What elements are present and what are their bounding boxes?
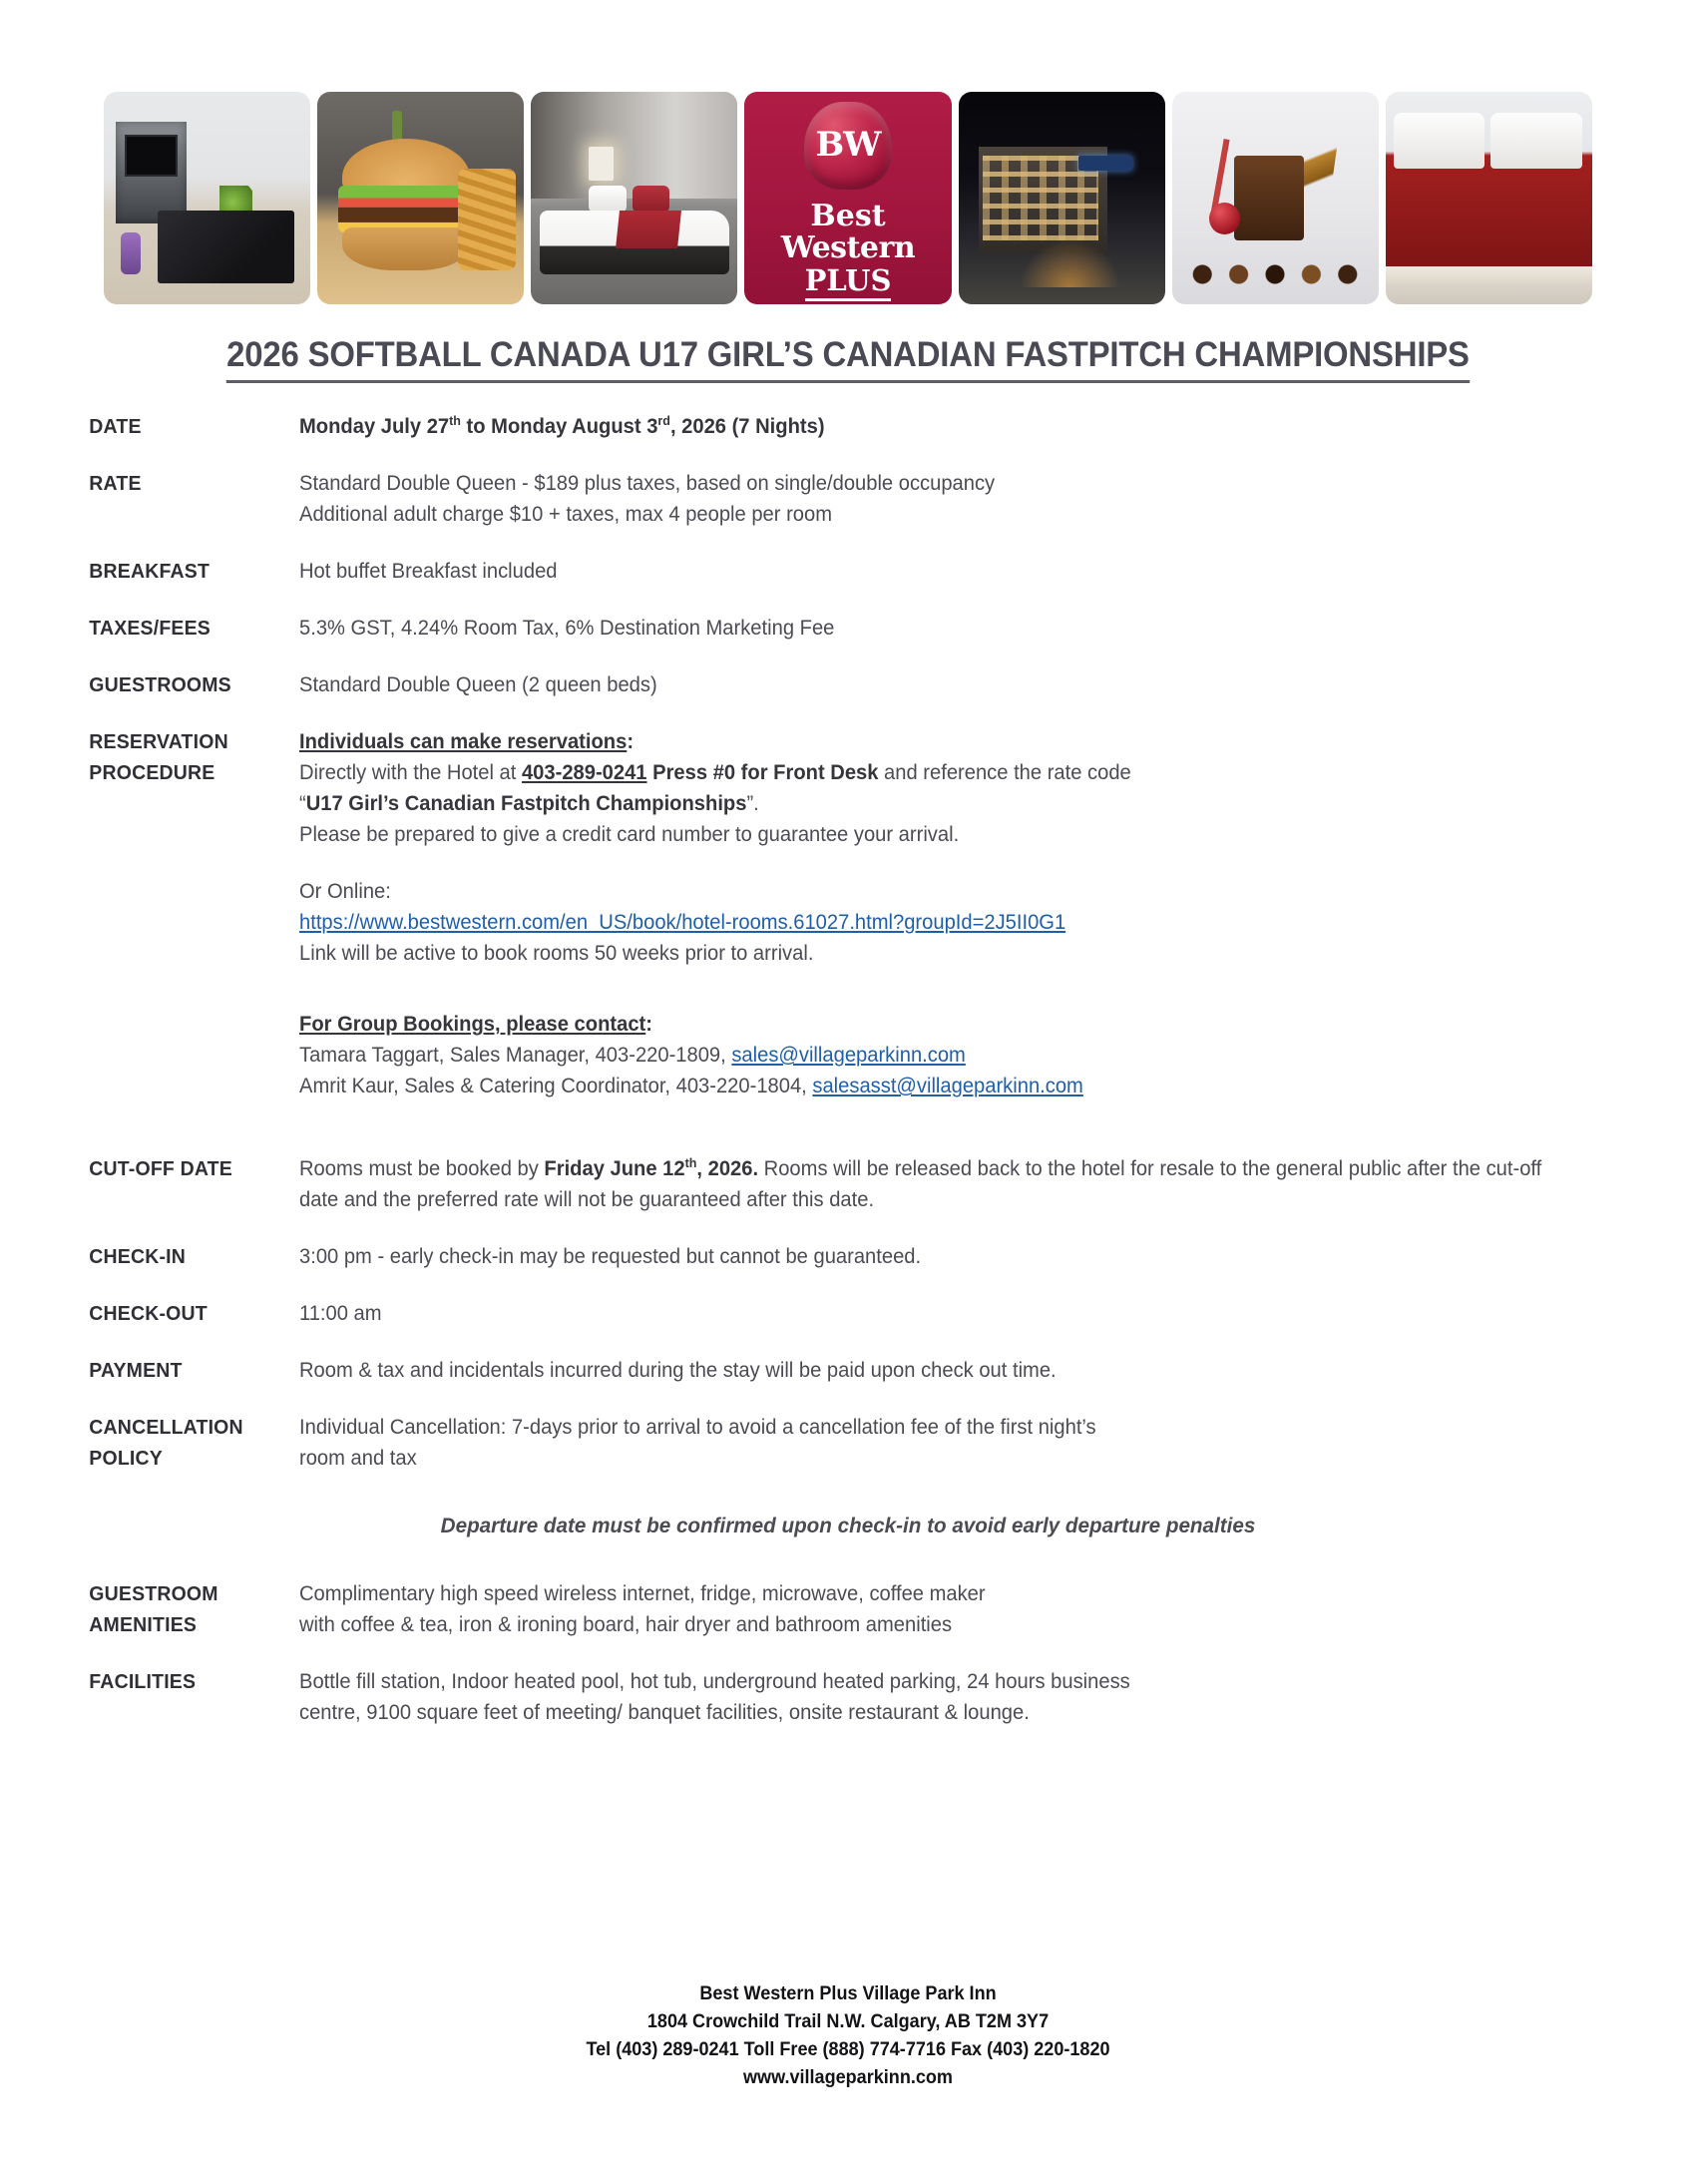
rate-line-1: Standard Double Queen - $189 plus taxes, based on single/double occupancy — [299, 472, 996, 495]
row-cut-off-date — [0, 1153, 1696, 1215]
direct-pre: Directly with the Hotel at — [299, 761, 522, 784]
footer-website: www.villageparkinn.com — [743, 2067, 953, 2088]
gap — [0, 1329, 1696, 1355]
reservation-rate-code-line — [299, 788, 1544, 819]
reservation-heading-colon: : — [627, 730, 635, 753]
value-facilities — [299, 1666, 1640, 1728]
amenities-line-2: with coffee & tea, iron & ironing board, hair dryer and bathroom amenities — [299, 1613, 953, 1636]
code-close-quote: ”. — [746, 792, 759, 815]
entrance-glow-shape — [1021, 240, 1119, 287]
cutoff-pre: Rooms must be booked by — [299, 1157, 545, 1180]
best-western-plus-logo — [744, 92, 951, 304]
footer-hotel-name: Best Western Plus Village Park Inn — [699, 1983, 997, 2004]
label-guestrooms: GUESTROOMS — [89, 673, 231, 696]
cutoff-post: Rooms will be released back to the hotel for resale to the general public after the cut-off date and the preferred rate will not be guaranteed after this date. — [299, 1157, 1542, 1211]
tv-shape — [125, 135, 179, 177]
group-bookings-heading-colon: : — [645, 1013, 652, 1036]
or-online-label: Or Online: — [299, 880, 391, 903]
link-activation-note: Link will be active to book rooms 50 weeks prior to arrival. — [299, 942, 814, 965]
contact-row-tamara — [299, 1040, 1544, 1071]
logo-line-western: Western — [780, 229, 916, 265]
contact-amrit-email-link[interactable]: salesasst@villageparkinn.com — [812, 1075, 1083, 1097]
group-bookings-heading — [299, 1009, 1544, 1040]
cherry-shape — [1209, 203, 1240, 234]
label-rate: RATE — [89, 472, 142, 495]
row-rate — [0, 468, 1696, 530]
value-cancellation-policy — [299, 1412, 1640, 1474]
label-cancellation-policy — [0, 1412, 284, 1474]
reservation-heading — [299, 726, 1544, 757]
fries-shape — [458, 169, 516, 270]
label-guestroom-amenities — [0, 1578, 284, 1640]
label-taxes-fees: TAXES/FEES — [89, 617, 211, 640]
label-reservation-line-2: PROCEDURE — [89, 761, 215, 784]
date-mid: to Monday August 3 — [460, 415, 658, 438]
date-post: , 2026 (7 Nights) — [669, 415, 825, 438]
bed-runner-shape — [616, 211, 681, 248]
header-image-banner — [104, 92, 1592, 304]
gap — [0, 1215, 1696, 1241]
value-breakfast: Hot buffet Breakfast included — [299, 560, 558, 583]
gap — [0, 700, 1696, 726]
pillow-white-shape — [589, 186, 626, 214]
departure-date-note: Departure date must be confirmed upon check-in to avoid early departure penalties — [440, 1514, 1256, 1537]
pillow-right-shape — [1490, 113, 1581, 168]
group-bookings-heading-text: For Group Bookings, please contact — [299, 1013, 646, 1036]
direct-mid: Press #0 for Front Desk — [646, 761, 879, 784]
label-amenities-line-1: GUESTROOM — [89, 1582, 218, 1605]
row-check-out — [0, 1298, 1696, 1329]
row-cancellation-policy — [0, 1412, 1696, 1474]
label-cancellation-line-2: POLICY — [89, 1447, 163, 1470]
booking-url-line — [299, 907, 1544, 938]
label-check-in: CHECK-IN — [89, 1245, 187, 1268]
cutoff-bold-year: , 2026. — [696, 1157, 759, 1180]
burger-food-photo — [317, 92, 524, 304]
contact-amrit-text: Amrit Kaur, Sales & Catering Coordinator, 403-220-1804, — [299, 1075, 813, 1097]
value-guestrooms: Standard Double Queen (2 queen beds) — [299, 673, 657, 696]
facilities-line-1: Bottle fill station, Indoor heated pool, hot tub, underground heated parking, 24 hours business — [299, 1670, 1130, 1693]
footer-address: 1804 Crowchild Trail N.W. Calgary, AB T2M 3Y7 — [646, 2011, 1050, 2032]
booking-url-link[interactable]: https://www.bestwestern.com/en_US/book/hotel-rooms.61027.html?groupId=2J5II0G1 — [299, 911, 1066, 934]
bw-diamond-icon — [804, 102, 892, 190]
pillow-red-shape — [633, 186, 669, 214]
label-facilities: FACILITIES — [89, 1670, 197, 1693]
contact-row-amrit — [299, 1071, 1544, 1101]
gap — [0, 1386, 1696, 1412]
reservation-heading-text: Individuals can make reservations — [299, 730, 628, 753]
gap — [0, 1272, 1696, 1298]
footer-phone-numbers: Tel (403) 289-0241 Toll Free (888) 774-7716 Fax (403) 220-1820 — [586, 2039, 1110, 2060]
lobby-lounge-photo — [104, 92, 310, 304]
value-date — [299, 411, 1640, 442]
gap — [299, 969, 1544, 1009]
date-sup-th: th — [449, 413, 461, 428]
burger-filling-shape — [338, 186, 475, 232]
label-payment: PAYMENT — [89, 1359, 183, 1382]
label-breakfast: BREAKFAST — [89, 560, 211, 583]
label-check-out: CHECK-OUT — [89, 1302, 208, 1325]
contact-tamara-text: Tamara Taggart, Sales Manager, 403-220-1809, — [299, 1044, 732, 1067]
gap — [0, 1640, 1696, 1666]
value-guestroom-amenities — [299, 1578, 1640, 1640]
sauce-dots-shape — [1184, 257, 1366, 291]
bun-bottom-shape — [342, 227, 470, 270]
row-guestrooms — [0, 669, 1696, 700]
document-footer — [43, 1980, 1654, 2092]
label-cancellation-line-1: CANCELLATION — [89, 1416, 243, 1439]
gap — [0, 1538, 1696, 1578]
label-reservation-procedure — [0, 726, 284, 788]
gap — [0, 530, 1696, 556]
code-open-quote: “ — [299, 792, 306, 815]
value-reservation-procedure — [299, 726, 1640, 1101]
ottoman-shape — [121, 232, 142, 275]
value-payment: Room & tax and incidentals incurred during the stay will be paid upon check out time. — [299, 1359, 1057, 1382]
value-cut-off-date — [299, 1153, 1640, 1215]
pillow-left-shape — [1394, 113, 1484, 168]
document-body — [0, 411, 1696, 1728]
credit-card-note: Please be prepared to give a credit card number to guarantee your arrival. — [299, 823, 960, 846]
sheet-shape — [1386, 266, 1592, 283]
plant-shape — [219, 186, 252, 228]
label-reservation-line-1: RESERVATION — [89, 730, 228, 753]
gap — [0, 1474, 1696, 1514]
hotel-phone-number[interactable]: 403-289-0241 — [521, 761, 647, 784]
row-reservation-procedure — [0, 726, 1696, 1101]
row-date — [0, 411, 1696, 442]
value-check-out: 11:00 am — [299, 1302, 382, 1325]
rate-code-text: U17 Girl’s Canadian Fastpitch Championships — [305, 792, 747, 815]
date-pre: Monday July 27 — [299, 415, 450, 438]
lamp-shape — [589, 147, 614, 181]
cancellation-line-1: Individual Cancellation: 7-days prior to arrival to avoid a cancellation fee of the first night’s — [299, 1416, 1096, 1439]
row-check-in — [0, 1241, 1696, 1272]
contact-tamara-email-link[interactable]: sales@villageparkinn.com — [731, 1044, 966, 1067]
row-breakfast — [0, 556, 1696, 587]
gap — [0, 1101, 1696, 1153]
logo-line-plus: PLUS — [805, 266, 892, 301]
cutoff-sup-th: th — [684, 1155, 697, 1170]
dessert-plate-photo — [1172, 92, 1379, 304]
cake-shape — [1234, 156, 1304, 240]
label-cut-off-date: CUT-OFF DATE — [89, 1157, 232, 1180]
reservation-direct-line — [299, 757, 1544, 788]
page-title-text: 2026 SOFTBALL CANADA U17 GIRL’S CANADIAN FASTPITCH CHAMPIONSHIPS — [226, 335, 1470, 383]
facilities-line-2: centre, 9100 square feet of meeting/ banquet facilities, onsite restaurant & lounge. — [299, 1701, 1030, 1724]
row-taxes-fees — [0, 613, 1696, 644]
rate-line-2: Additional adult charge $10 + taxes, max 4 people per room — [299, 503, 833, 526]
logo-line-best: Best — [810, 198, 886, 233]
gap — [0, 442, 1696, 468]
cancellation-line-2: room and tax — [299, 1447, 417, 1470]
cutoff-bold-date: Friday June 12 — [544, 1157, 685, 1180]
date-sup-rd: rd — [657, 413, 670, 428]
gap — [0, 644, 1696, 669]
gap — [299, 850, 1544, 876]
hotel-sign-shape — [1078, 156, 1132, 171]
value-check-in: 3:00 pm - early check-in may be requested but cannot be guaranteed. — [299, 1245, 922, 1268]
row-guestroom-amenities — [0, 1578, 1696, 1640]
gap — [0, 587, 1696, 613]
hotel-exterior-night-photo — [959, 92, 1165, 304]
guestroom-bed-photo — [531, 92, 737, 304]
value-taxes-fees: 5.3% GST, 4.24% Room Tax, 6% Destination Marketing Fee — [299, 617, 835, 640]
red-pillows-photo — [1386, 92, 1592, 304]
value-rate — [299, 468, 1640, 530]
direct-post: and reference the rate code — [878, 761, 1131, 784]
row-payment — [0, 1355, 1696, 1386]
row-facilities — [0, 1666, 1696, 1728]
page-title — [149, 335, 1547, 383]
bw-monogram: BW — [815, 124, 881, 165]
wall-shape — [531, 92, 737, 199]
amenities-line-1: Complimentary high speed wireless internet, fridge, microwave, coffee maker — [299, 1582, 986, 1605]
label-amenities-line-2: AMENITIES — [89, 1613, 198, 1636]
label-date: DATE — [89, 415, 142, 438]
